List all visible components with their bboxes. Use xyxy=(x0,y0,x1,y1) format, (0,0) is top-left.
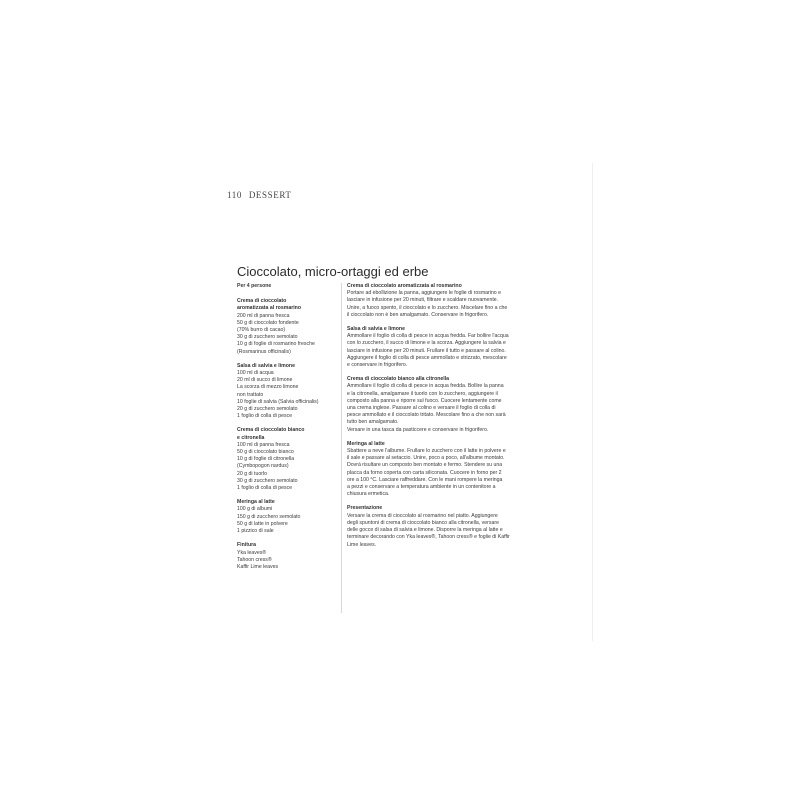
ingredient-item: 50 g di cioccolato bianco xyxy=(237,449,294,456)
ingredient-item: Kaffir Lime leaves xyxy=(237,563,279,570)
method-step-text: tutto ben amalgamato. xyxy=(347,419,399,426)
ingredient-group-heading: Finitura xyxy=(237,542,257,549)
ingredient-group-heading: Meringa al latte xyxy=(237,499,275,506)
ingredients-list xyxy=(237,298,337,571)
ingredient-group xyxy=(237,499,337,535)
ingredient-item: 50 g di cioccolato fondente xyxy=(237,319,299,326)
method-step-text: il cioccolato non è ben amalgamato. Conservare in frigorifero. xyxy=(347,311,489,318)
method-step-text: delle gocce di salsa di salvia e limone. Disporre la meringa al latte e xyxy=(347,527,503,534)
ingredient-group-heading: e citronella xyxy=(237,434,265,441)
ingredients-column xyxy=(237,283,337,578)
ingredient-item: non trattato xyxy=(237,391,264,398)
ingredient-group xyxy=(237,363,337,421)
ingredient-item: 100 g di albumi xyxy=(237,506,273,513)
method-step-heading: Crema di cioccolato aromatizzata al rosmarino xyxy=(347,283,462,289)
method-step-text: Lime leaves. xyxy=(347,541,377,548)
ingredient-group xyxy=(237,298,337,356)
ingredient-item: 30 g di zucchero semolato xyxy=(237,477,298,484)
running-head xyxy=(227,190,292,200)
ingredient-group xyxy=(237,427,337,492)
method-step-heading: Salsa di salvia e limone xyxy=(347,326,405,333)
ingredient-group-heading: Salsa di salvia e limone xyxy=(237,362,295,369)
method-step-heading: Meringa al latte xyxy=(347,440,385,447)
method-step xyxy=(347,283,533,319)
method-step-text: e la citronella, amalgamare il tuorlo con lo zucchero, aggiungere il xyxy=(347,390,498,397)
method-step-text: pesce ammollato e il cioccolato tritato. Mescolare fino a che non sarà xyxy=(347,412,506,419)
method-step-heading: Presentazione xyxy=(347,505,383,512)
ingredient-item: 150 g di zucchero semolato xyxy=(237,513,301,520)
method-step-text: Ammollare il foglio di colla di pesce in acqua fredda. Bollire la panna xyxy=(347,383,504,390)
method-step-heading: Crema di cioccolato bianco alla citronella xyxy=(347,376,450,383)
method-step-text: a pezzi e conservare a temperatura ambiente in un contenitore a xyxy=(347,484,496,491)
ingredient-item: 10 g di foglie di rosmarino fresche xyxy=(237,341,315,348)
method-step-text: composto alla panna e riporre sul fuoco. Cuocere lentamente come xyxy=(347,397,502,404)
method-step-text: il sale e passare al setaccio. Unire, poco a poco, all'albume montato. xyxy=(347,455,505,462)
servings: Per 4 persone xyxy=(237,283,272,289)
method-list xyxy=(347,283,533,549)
method-step xyxy=(347,505,533,548)
method-step-text: Aggiungere il foglio di colla di pesce ammollato e strizzato, mescolare xyxy=(347,354,507,361)
method-step-text: Versare in una tasca da pasticcere e conservare in frigorifero. xyxy=(347,426,489,433)
page-number: 110 xyxy=(227,190,242,200)
method-step-text: Sbattere a neve l'albume. Frullare lo zucchero con il latte in polvere e xyxy=(347,448,506,455)
method-step-text: una crema inglese. Passare al colino e versare il foglio di colla di xyxy=(347,405,496,412)
ingredient-group xyxy=(237,542,337,571)
ingredient-item: 100 ml di panna fresca xyxy=(237,441,290,448)
method-step-text: lasciare in infusione per 20 minuti. Frullare il tutto e passare al colino. xyxy=(347,347,506,354)
method-step-text: lasciare in infusione per 20 minuti, filtrare e scaldare nuovamente. xyxy=(347,297,499,304)
recipe-title: Cioccolato, micro-ortaggi ed erbe xyxy=(237,264,429,279)
method-step-text: ore a 100 °C. Lasciare raffreddare. Con le mani rompere la meringa xyxy=(347,476,503,483)
ingredient-item: 20 g di zucchero semolato xyxy=(237,406,298,413)
method-step-text: Ammollare il foglio di colla di pesce in acqua fredda. Far bollire l'acqua xyxy=(347,333,509,340)
ingredient-item: 10 g di foglie di citronella xyxy=(237,456,295,463)
method-step-text: chiusura ermetica. xyxy=(347,491,390,498)
method-step-text: terminare decorando con Yka leaves®, Tahoon cress® e foglie di Kaffir xyxy=(347,534,510,541)
method-step-text: Dovrà risultare un composto ben montato e fermo. Stendere su una xyxy=(347,462,503,469)
method-step-text: e conservare in frigorifero. xyxy=(347,362,408,369)
method-step-text: placca da forno coperta con carta siliconata. Cuocere in forno per 2 xyxy=(347,469,502,476)
method-step-text: Portare ad ebollizione la panna, aggiungere le foglie di rosmarino e xyxy=(347,290,501,297)
ingredient-item: 1 pizzico di sale xyxy=(237,528,274,535)
ingredient-item: 50 g di latte in polvere xyxy=(237,520,288,527)
method-step-text: Unire, a fuoco spento, il cioccolato e lo zucchero. Miscelare fino a che xyxy=(347,304,508,311)
column-divider xyxy=(341,283,342,613)
ingredient-group-heading: Crema di cioccolato bianco xyxy=(237,427,305,434)
ingredient-item: Yka leaves® xyxy=(237,549,267,556)
method-step-text: Versare la crema di cioccolato al rosmarino nel piatto. Aggiungere xyxy=(347,512,498,519)
ingredient-item: 1 foglio di colla di pesce xyxy=(237,413,293,420)
method-step xyxy=(347,326,533,369)
method-step-text: degli spuntoni di crema di cioccolato bianco alla citronella, versare xyxy=(347,519,499,526)
ingredient-item: 20 ml di succo di limone xyxy=(237,377,293,384)
method-step xyxy=(347,441,533,499)
ingredient-item: 100 ml di acqua xyxy=(237,370,274,377)
ingredient-item: 200 ml di panna fresca xyxy=(237,312,290,319)
ingredient-item: (70% burro di cacao) xyxy=(237,327,286,334)
ingredient-item: (Rosmarinus officinalis) xyxy=(237,348,291,355)
ingredient-item: 20 g di tuorlo xyxy=(237,470,267,477)
ingredient-group-heading: Crema di cioccolato xyxy=(237,298,287,305)
section-name: DESSERT xyxy=(248,190,292,200)
method-column xyxy=(347,283,533,556)
ingredient-item: 10 foglie di salvia (Salvia officinalis) xyxy=(237,398,319,405)
ingredient-item: La scorza di mezzo limone xyxy=(237,384,299,391)
ingredient-item: 30 g di zucchero semolato xyxy=(237,334,298,341)
ingredient-item: (Cymbopogon nardus) xyxy=(237,463,289,470)
ingredient-item: 1 foglio di colla di pesce xyxy=(237,485,293,492)
method-step-text: con lo zucchero, il succo di limone e la scorza. Aggiungere la salvia e xyxy=(347,340,506,347)
ingredient-group-heading: aromatizzata al rosmarino xyxy=(237,305,302,312)
ingredient-item: Tahoon cress® xyxy=(237,556,272,563)
method-step xyxy=(347,376,533,434)
